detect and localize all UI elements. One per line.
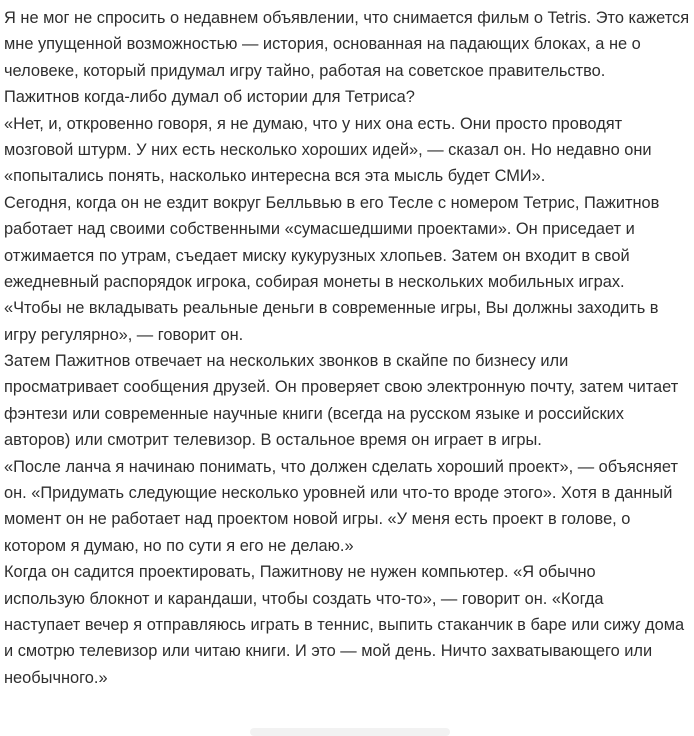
text-line-13: игру регулярно», — говорит он. [4, 325, 244, 344]
text-line-12: «Чтобы не вкладывать реальные деньги в современные игры, Вы должны заходить в [4, 299, 659, 318]
text-line-3: человеке, который придумал игру тайно, работая на советское правительство. [4, 61, 606, 80]
text-line-2: мне упущенной возможностью — история, основанная на падающих блоках, а не о [4, 35, 641, 54]
text-line-25: и смотрю телевизор или читаю книги. И это — мой день. Ничто захватывающего или [4, 642, 653, 661]
text-line-21: котором я думаю, но по сути я его не делаю.» [4, 536, 354, 555]
text-line-5: «Нет, и, откровенно говоря, я не думаю, что у них она есть. Они просто проводят [4, 114, 623, 133]
text-line-24: наступает вечер я отправляюсь играть в теннис, выпить стаканчик в баре или сижу дома [4, 615, 685, 634]
text-line-7: «попытались понять, насколько интересна вся эта мысль будет СМИ». [4, 167, 546, 186]
text-line-17: авторов) или смотрит телевизор. В остальное время он играет в игры. [4, 431, 542, 450]
text-line-16: фэнтези или современные научные книги (всегда на русском языке и российских [4, 404, 624, 423]
text-line-18: «После ланча я начинаю понимать, что должен сделать хороший проект», — объясняет [4, 457, 678, 476]
text-line-22: Когда он садится проектировать, Пажитнову не нужен компьютер. «Я обычно [4, 563, 596, 582]
text-line-9: работает над своими собственными «сумасшедшими проектами». Он приседает и [4, 220, 635, 239]
text-line-15: просматривает сообщения друзей. Он проверяет свою электронную почту, затем читает [4, 378, 679, 397]
text-line-1: Я не мог не спросить о недавнем объявлении, что снимается фильм о Tetris. Это кажется [4, 9, 690, 27]
text-line-11: ежедневный распорядок игрока, собирая монеты в нескольких мобильных играх. [4, 272, 625, 291]
article-text [4, 5, 692, 691]
text-line-6: мозговой штурм. У них есть несколько хороших идей», — сказал он. Но недавно они [4, 140, 652, 159]
text-line-8: Сегодня, когда он не ездит вокруг Белльвью в его Тесле с номером Тетрис, Пажитнов [4, 193, 660, 212]
text-line-4: Пажитнов когда-либо думал об истории для Тетриса? [4, 88, 415, 107]
text-line-20: момент он не работает над проектом новой игры. «У меня есть проект в голове, о [4, 510, 631, 529]
text-line-23: использую блокнот и карандаши, чтобы создать что-то», — говорит он. «Когда [4, 589, 604, 608]
bottom-fade [250, 728, 450, 736]
text-line-26: необычного.» [4, 668, 108, 687]
text-line-19: он. «Придумать следующие несколько уровней или что-то вроде этого». Хотя в данный [4, 484, 673, 503]
text-line-10: отжимается по утрам, съедает миску кукурузных хлопьев. Затем он входит в свой [4, 246, 630, 265]
text-line-14: Затем Пажитнов отвечает на нескольких звонков в скайпе по бизнесу или [4, 352, 569, 371]
